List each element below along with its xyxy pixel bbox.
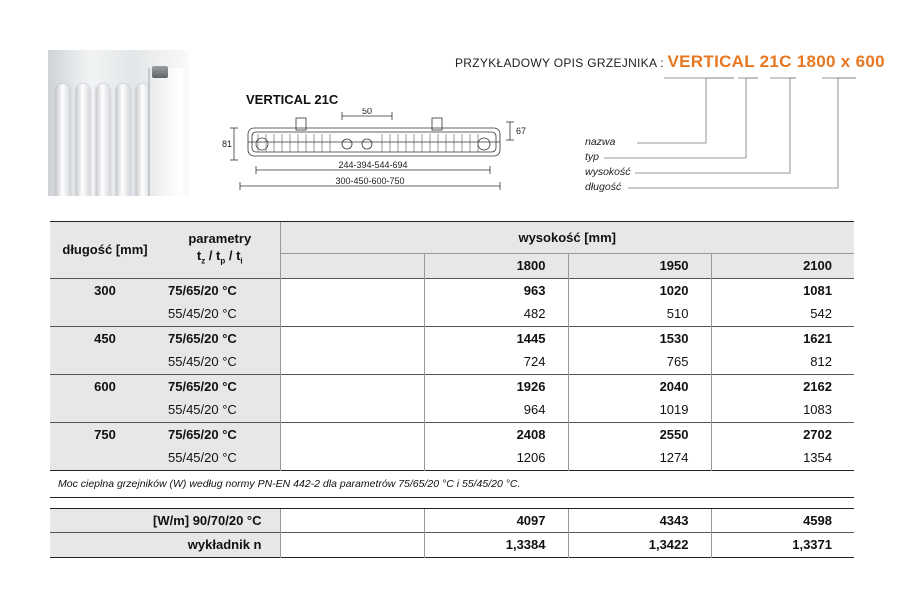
heat-output-table: [50, 221, 854, 558]
table-row: 600 75/65/20 °C 1926 2040 2162: [50, 374, 854, 398]
header-height: wysokość [mm]: [280, 222, 854, 254]
example-prefix: PRZYKŁADOWY OPIS GRZEJNIKA :: [455, 56, 664, 70]
legend-type: typ: [585, 151, 600, 163]
table-row: [W/m] 90/70/20 °C 4097 4343 4598: [50, 508, 854, 533]
table-row: 750 75/65/20 °C 2408 2550 2702: [50, 422, 854, 446]
example-description: [455, 52, 885, 72]
table-row: 55/45/20 °C 482 510 542: [50, 302, 854, 326]
example-code: VERTICAL 21C 1800 x 600: [667, 52, 885, 71]
dim-top-label: 50: [361, 108, 373, 116]
header-height-1800: 1800: [424, 254, 568, 279]
table-row: 55/45/20 °C 964 1019 1083: [50, 398, 854, 422]
header-height-2100: 2100: [711, 254, 854, 279]
dim-outer-label: 300-450-600-750: [335, 176, 405, 186]
radiator-photo: [48, 50, 189, 196]
legend-height: wysokość: [585, 166, 631, 178]
table-row: wykładnik n 1,3384 1,3422 1,3371: [50, 533, 854, 558]
table-row: 55/45/20 °C 724 765 812: [50, 350, 854, 374]
header-params: parametry $t_z / t_p / t_i$: [160, 222, 280, 279]
legend-name: nazwa: [585, 136, 616, 148]
table-note: Moc cieplna grzejników (W) według normy PN-EN 442-2 dla parametrów 75/65/20 °C i 55/45/20 °C.: [50, 470, 854, 497]
table-row: 450 75/65/20 °C 1445 1530 1621: [50, 326, 854, 350]
dim-inner-label: 244-394-544-694: [338, 160, 408, 170]
dim-right-label: 67: [516, 126, 527, 136]
header-length: długość [mm]: [50, 222, 160, 279]
header-height-1950: 1950: [568, 254, 711, 279]
table-row: 55/45/20 °C 1206 1274 1354: [50, 446, 854, 470]
table-row: 300 75/65/20 °C 963 1020 1081: [50, 278, 854, 302]
cross-section-drawing: [222, 108, 532, 208]
drawing-title: VERTICAL 21C: [246, 92, 339, 107]
dim-left-label: 81: [222, 139, 233, 149]
legend-length: długość: [585, 181, 622, 193]
